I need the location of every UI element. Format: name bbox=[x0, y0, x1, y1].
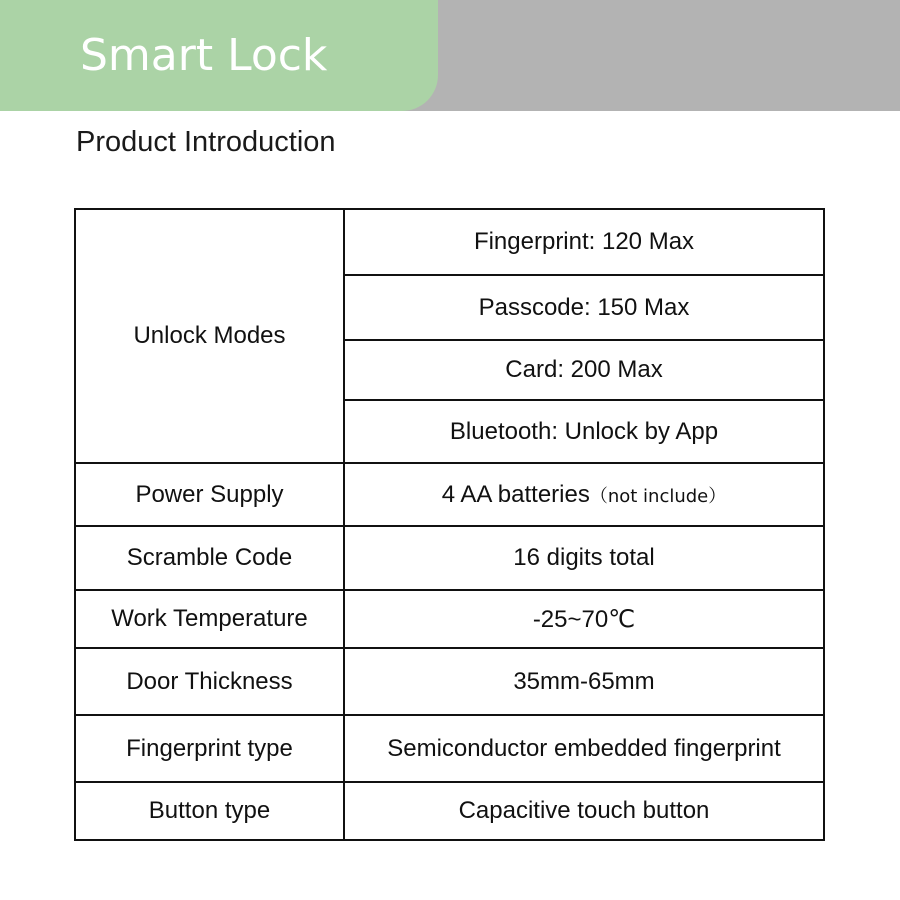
spec-value-fingerprint-type: Semiconductor embedded fingerprint bbox=[344, 715, 824, 782]
table-row bbox=[75, 715, 824, 782]
spec-table bbox=[74, 208, 825, 841]
spec-label-scramble-code: Scramble Code bbox=[75, 526, 344, 590]
spec-label-work-temperature: Work Temperature bbox=[75, 590, 344, 648]
spec-value-fingerprint: Fingerprint: 120 Max bbox=[344, 209, 824, 275]
section-heading: Product Introduction bbox=[76, 126, 336, 158]
table-row bbox=[75, 648, 824, 715]
table-row bbox=[75, 209, 824, 275]
table-row bbox=[75, 782, 824, 840]
spec-value-card: Card: 200 Max bbox=[344, 340, 824, 400]
spec-label-unlock-modes: Unlock Modes bbox=[75, 209, 344, 463]
spec-label-door-thickness: Door Thickness bbox=[75, 648, 344, 715]
power-supply-value: 4 AA batteries bbox=[441, 480, 590, 508]
spec-value-passcode: Passcode: 150 Max bbox=[344, 275, 824, 340]
spec-label-button-type: Button type bbox=[75, 782, 344, 840]
spec-label-power-supply: Power Supply bbox=[75, 463, 344, 526]
table-row bbox=[75, 463, 824, 526]
spec-value-door-thickness: 35mm-65mm bbox=[344, 648, 824, 715]
spec-value-scramble-code: 16 digits total bbox=[344, 526, 824, 590]
spec-value-power-supply bbox=[344, 463, 824, 526]
spec-value-work-temperature: -25~70℃ bbox=[344, 590, 824, 648]
power-supply-note: （not include） bbox=[589, 485, 727, 507]
page-title: Smart Lock bbox=[80, 30, 328, 81]
table-row bbox=[75, 526, 824, 590]
table-row bbox=[75, 590, 824, 648]
spec-value-button-type: Capacitive touch button bbox=[344, 782, 824, 840]
spec-value-bluetooth: Bluetooth: Unlock by App bbox=[344, 400, 824, 463]
spec-label-fingerprint-type: Fingerprint type bbox=[75, 715, 344, 782]
